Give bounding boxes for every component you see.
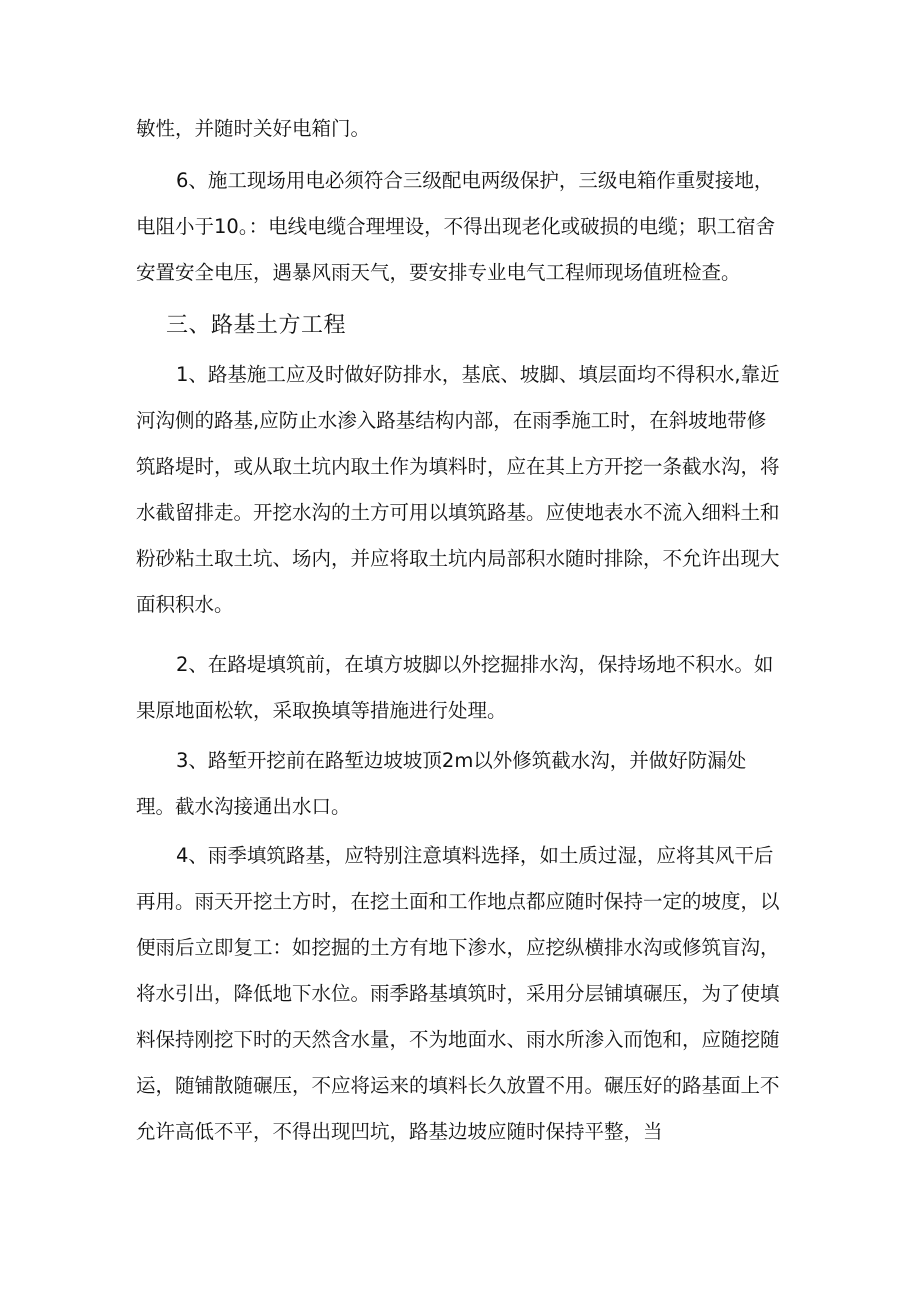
paragraph-continuation: 敏性，并随时关好电箱门。 [136, 117, 371, 140]
paragraph-item-2: 2、在路堤填筑前，在填方坡脚以外挖掘排水沟，保持场地不积水。如果原地面松软，采取换填等措施进行处理。 [136, 653, 774, 722]
section-heading: 三、路基土方工程 [166, 313, 347, 338]
paragraph-item-6: 6、施工现场用电必须符合三级配电两级保护，三级电箱作重熨接地，电阻小于10。：电线电缆合理埋设，不得出现老化或破损的电缆；职工宿舍安置安全电压，遇暴风雨天气，要安排专业电气工程师现场值班检查。 [136, 169, 776, 284]
paragraph-item-4: 4、雨季填筑路基，应特别注意填料选择，如土质过湿，应将其风干后再用。雨天开挖土方时，在挖土面和工作地点都应随时保持一定的坡度，以便雨后立即复工：如挖掘的土方有地下渗水，应挖纵横排水沟或修筑盲沟，将水引出，降低地下水位。雨季路基填筑时，采用分层铺填碾压，为了使填料保持刚挖下时的天然含水量，不为地面水、雨水所渗入而饱和，应随挖随运，随铺散随碾压，不应将运来的填料长久放置不用。碾压好的路基面上不允许高低不平，不得出现凹坑，路基边坡应随时保持平整，当 [136, 844, 780, 1143]
paragraph-item-3: 3、路堑开挖前在路堑边坡坡顶2m以外修筑截水沟，并做好防漏处理。截水沟接通出水口。 [136, 749, 747, 818]
paragraph-item-1: 1、路基施工应及时做好防排水，基底、坡脚、填层面均不得积水,靠近河沟侧的路基,应防止水渗入路基结构内部，在雨季施工时，在斜坡地带修筑路堤时，或从取土坑内取土作为填料时，应在其上方开挖一条截水沟，将水截留排走。开挖水沟的土方可用以填筑路基。应使地表水不流入细料土和粉砂粘土取土坑、场内，并应将取土坑内局部积水随时排除，不允许出现大面积积水。 [136, 363, 780, 616]
